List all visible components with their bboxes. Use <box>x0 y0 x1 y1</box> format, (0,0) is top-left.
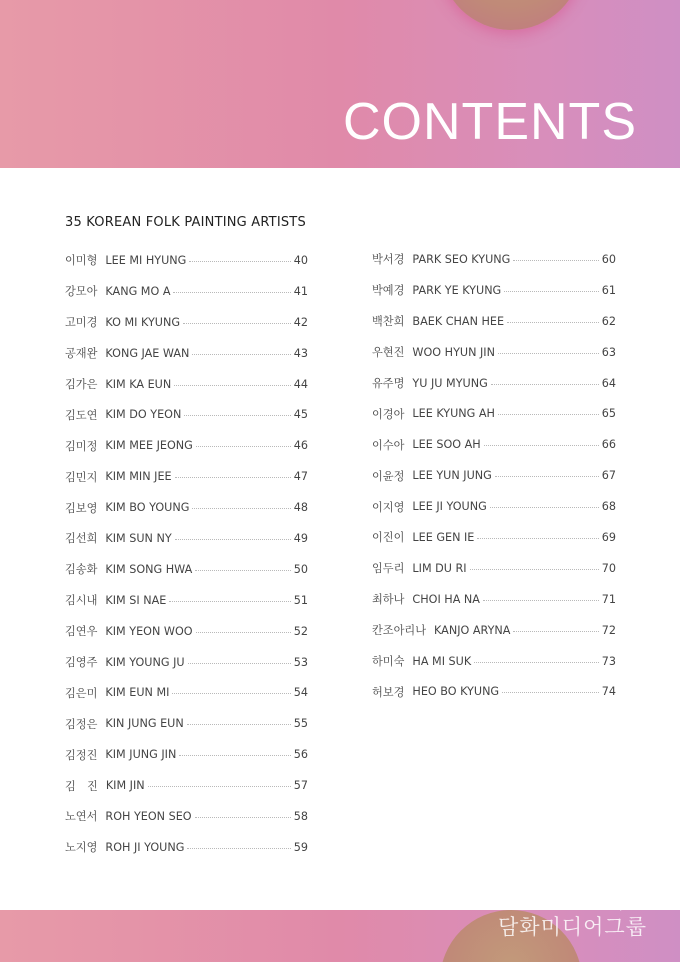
artist-name-korean: 허보경 <box>372 685 405 699</box>
dot-leader <box>484 445 599 446</box>
page-number: 61 <box>601 283 616 297</box>
artist-name-korean: 박예경 <box>372 284 405 298</box>
artist-name-english: KIM YOUNG JU <box>105 655 185 669</box>
dot-leader <box>187 724 291 725</box>
artist-name-english: KO MI KYUNG <box>105 315 181 329</box>
toc-entry[interactable] <box>65 276 308 307</box>
artist-name-english: KANG MO A <box>105 284 171 298</box>
artist-name-korean: 노연서 <box>65 810 98 824</box>
toc-entry[interactable] <box>372 491 616 522</box>
dot-leader <box>491 384 599 385</box>
artist-name-english: YU JU MYUNG <box>412 376 488 390</box>
page-number: 60 <box>601 252 616 266</box>
artist-name-korean: 이지영 <box>372 500 405 514</box>
artist-name-korean: 김 진 <box>65 779 98 793</box>
page-number: 53 <box>293 655 308 669</box>
artist-name-english: KIM YEON WOO <box>105 624 193 638</box>
dot-leader <box>192 508 290 509</box>
artist-name-english: LEE YUN JUNG <box>412 469 492 483</box>
artist-name-korean: 김도연 <box>65 408 98 422</box>
toc-entry[interactable] <box>372 244 616 275</box>
page-number: 74 <box>601 685 616 699</box>
artist-name-korean: 김선희 <box>65 532 98 546</box>
artist-name-english: KIM BO YOUNG <box>105 501 190 515</box>
page-number: 43 <box>293 346 308 360</box>
artist-name-english: KIM SI NAE <box>105 593 167 607</box>
page-number: 72 <box>601 623 616 637</box>
dot-leader <box>189 261 290 262</box>
dot-leader <box>470 569 599 570</box>
dot-leader <box>483 600 599 601</box>
dot-leader <box>513 260 598 261</box>
page-number: 66 <box>601 438 616 452</box>
toc-entry[interactable] <box>65 523 308 554</box>
toc-entry[interactable] <box>372 553 616 584</box>
toc-entry[interactable] <box>65 647 308 678</box>
artist-name-english: KIM MEE JEONG <box>105 439 193 453</box>
page-number: 44 <box>293 377 308 391</box>
artist-name-korean: 노지영 <box>65 841 98 855</box>
toc-entry[interactable] <box>65 585 308 616</box>
page-number: 52 <box>293 624 308 638</box>
dot-leader <box>196 632 291 633</box>
artist-name-english: KIM JIN <box>105 779 145 793</box>
dot-leader <box>513 631 598 632</box>
page-number: 45 <box>293 408 308 422</box>
toc-column-right <box>372 244 616 707</box>
publisher-name-korean: 담화미디어그룹 <box>498 915 648 939</box>
page-number: 69 <box>601 530 616 544</box>
artist-name-english: KIM SUN NY <box>105 531 172 545</box>
page-number: 49 <box>293 531 308 545</box>
toc-entry[interactable] <box>65 832 308 863</box>
toc-entry[interactable] <box>65 770 308 801</box>
toc-entry[interactable] <box>65 338 308 369</box>
artist-name-korean: 이수아 <box>372 438 405 452</box>
dot-leader <box>195 570 290 571</box>
page-number: 46 <box>293 439 308 453</box>
dot-leader <box>196 446 291 447</box>
artist-name-korean: 김미정 <box>65 439 98 453</box>
artist-name-english: KIM EUN MI <box>105 686 170 700</box>
artist-name-korean: 김정은 <box>65 717 98 731</box>
page-number: 58 <box>293 809 308 823</box>
artist-name-korean: 최하나 <box>372 593 405 607</box>
dot-leader <box>495 476 599 477</box>
artist-name-korean: 김시내 <box>65 594 98 608</box>
dot-leader <box>148 786 291 787</box>
page-number: 42 <box>293 315 308 329</box>
page-number: 70 <box>601 561 616 575</box>
dot-leader <box>502 692 599 693</box>
toc-entry[interactable] <box>372 337 616 368</box>
artist-name-english: ROH YEON SEO <box>105 809 192 823</box>
toc-entry[interactable] <box>372 429 616 460</box>
artist-name-korean: 김민지 <box>65 470 98 484</box>
header-band <box>0 0 680 168</box>
toc-entry[interactable] <box>65 554 308 585</box>
artist-name-english: PARK YE KYUNG <box>412 283 502 297</box>
toc-entry[interactable] <box>372 522 616 553</box>
toc-entry[interactable] <box>65 739 308 770</box>
artist-name-korean: 김보영 <box>65 501 98 515</box>
artist-name-korean: 박서경 <box>372 253 405 267</box>
dot-leader <box>179 755 290 756</box>
toc-entry[interactable] <box>372 646 616 677</box>
artist-name-korean: 김영주 <box>65 656 98 670</box>
page-number: 64 <box>601 376 616 390</box>
toc-entry[interactable] <box>65 616 308 647</box>
dot-leader <box>175 539 291 540</box>
artist-name-english: LEE GEN IE <box>412 530 475 544</box>
toc-entry[interactable] <box>372 398 616 429</box>
page-title: CONTENTS <box>343 93 637 151</box>
artist-name-korean: 칸조아리나 <box>372 624 427 638</box>
toc-entry[interactable] <box>372 275 616 306</box>
dot-leader <box>172 693 290 694</box>
dot-leader <box>192 354 290 355</box>
artist-name-korean: 이경아 <box>372 407 405 421</box>
artist-name-korean: 김은미 <box>65 686 98 700</box>
page-number: 57 <box>293 779 308 793</box>
artist-name-english: LIM DU RI <box>412 561 467 575</box>
page-number: 67 <box>601 469 616 483</box>
decorative-circle <box>440 0 582 30</box>
section-title: 35 KOREAN FOLK PAINTING ARTISTS <box>65 215 306 230</box>
artist-name-korean: 하미숙 <box>372 655 405 669</box>
dot-leader <box>183 323 291 324</box>
toc-entry[interactable] <box>65 461 308 492</box>
artist-name-english: WOO HYUN JIN <box>412 345 495 359</box>
artist-name-korean: 우현진 <box>372 346 405 360</box>
artist-name-english: KIM SONG HWA <box>105 562 193 576</box>
toc-entry[interactable] <box>372 368 616 399</box>
artist-name-english: ROH JI YOUNG <box>105 840 185 854</box>
artist-name-english: LEE SOO AH <box>412 438 481 452</box>
artist-name-korean: 공재완 <box>65 347 98 361</box>
dot-leader <box>195 817 291 818</box>
dot-leader <box>474 662 599 663</box>
toc-entry[interactable] <box>372 306 616 337</box>
dot-leader <box>184 415 290 416</box>
dot-leader <box>507 322 599 323</box>
page-number: 73 <box>601 654 616 668</box>
page-number: 40 <box>293 253 308 267</box>
publisher-watermark <box>498 897 647 941</box>
page-number: 59 <box>293 840 308 854</box>
toc-entry[interactable] <box>65 307 308 338</box>
dot-leader <box>173 292 290 293</box>
dot-leader <box>169 601 290 602</box>
artist-name-korean: 이윤정 <box>372 469 405 483</box>
artist-name-english: HA MI SUK <box>412 654 472 668</box>
page-number: 50 <box>293 562 308 576</box>
artist-name-korean: 백찬희 <box>372 315 405 329</box>
dot-leader <box>187 848 290 849</box>
artist-name-english: KIM KA EUN <box>105 377 172 391</box>
toc-entry[interactable] <box>65 801 308 832</box>
artist-name-korean: 김가은 <box>65 378 98 391</box>
dot-leader <box>174 385 291 386</box>
toc-entry[interactable] <box>372 584 616 615</box>
dot-leader <box>498 353 599 354</box>
artist-name-english: CHOI HA NA <box>412 592 480 606</box>
toc-entry[interactable] <box>65 399 308 430</box>
artist-name-english: LEE JI YOUNG <box>412 500 487 514</box>
artist-name-english: LEE MI HYUNG <box>105 253 187 267</box>
artist-name-korean: 이미형 <box>65 254 98 268</box>
page-number: 48 <box>293 501 308 515</box>
toc-entry[interactable] <box>65 430 308 461</box>
artist-name-korean: 이진이 <box>372 531 405 545</box>
artist-name-korean: 유주명 <box>372 377 405 390</box>
toc-column-left <box>65 245 308 863</box>
page-number: 56 <box>293 748 308 762</box>
artist-name-english: KONG JAE WAN <box>105 346 190 360</box>
dot-leader <box>490 507 599 508</box>
page-number: 63 <box>601 345 616 359</box>
dot-leader <box>504 291 599 292</box>
artist-name-korean: 강모아 <box>65 285 98 299</box>
artist-name-korean: 김연우 <box>65 625 98 639</box>
toc-entry[interactable] <box>65 677 308 708</box>
page-number: 55 <box>293 717 308 731</box>
artist-name-english: KIM MIN JEE <box>105 470 172 484</box>
dot-leader <box>498 414 599 415</box>
artist-name-english: KIM JUNG JIN <box>105 748 177 762</box>
toc-entry[interactable] <box>65 708 308 739</box>
dot-leader <box>477 538 598 539</box>
toc-entry[interactable] <box>372 676 616 707</box>
artist-name-korean: 고미경 <box>65 316 98 330</box>
artist-name-english: KIN JUNG EUN <box>105 717 184 731</box>
page-number: 54 <box>293 686 308 700</box>
artist-name-english: HEO BO KYUNG <box>412 685 500 699</box>
page-number: 62 <box>601 314 616 328</box>
page-number: 41 <box>293 284 308 298</box>
artist-name-english: BAEK CHAN HEE <box>412 314 505 328</box>
page-number: 68 <box>601 500 616 514</box>
publisher-name-english: DamwahMediaGroup <box>498 897 627 911</box>
toc-entry[interactable] <box>65 369 308 400</box>
page-number: 65 <box>601 407 616 421</box>
dot-leader <box>188 663 291 664</box>
page-number: 71 <box>601 592 616 606</box>
dot-leader <box>175 477 291 478</box>
artist-name-english: KANJO ARYNA <box>434 623 511 637</box>
artist-name-korean: 김정진 <box>65 748 98 762</box>
page-number: 51 <box>293 593 308 607</box>
artist-name-korean: 임두리 <box>372 562 405 576</box>
toc-entry[interactable] <box>372 460 616 491</box>
artist-name-english: PARK SEO KYUNG <box>412 252 511 266</box>
artist-name-english: LEE KYUNG AH <box>412 407 495 421</box>
page-number: 47 <box>293 470 308 484</box>
toc-entry[interactable] <box>65 245 308 276</box>
artist-name-korean: 김송화 <box>65 563 98 577</box>
toc-entry[interactable] <box>372 615 616 646</box>
artist-name-english: KIM DO YEON <box>105 408 182 422</box>
toc-entry[interactable] <box>65 492 308 523</box>
